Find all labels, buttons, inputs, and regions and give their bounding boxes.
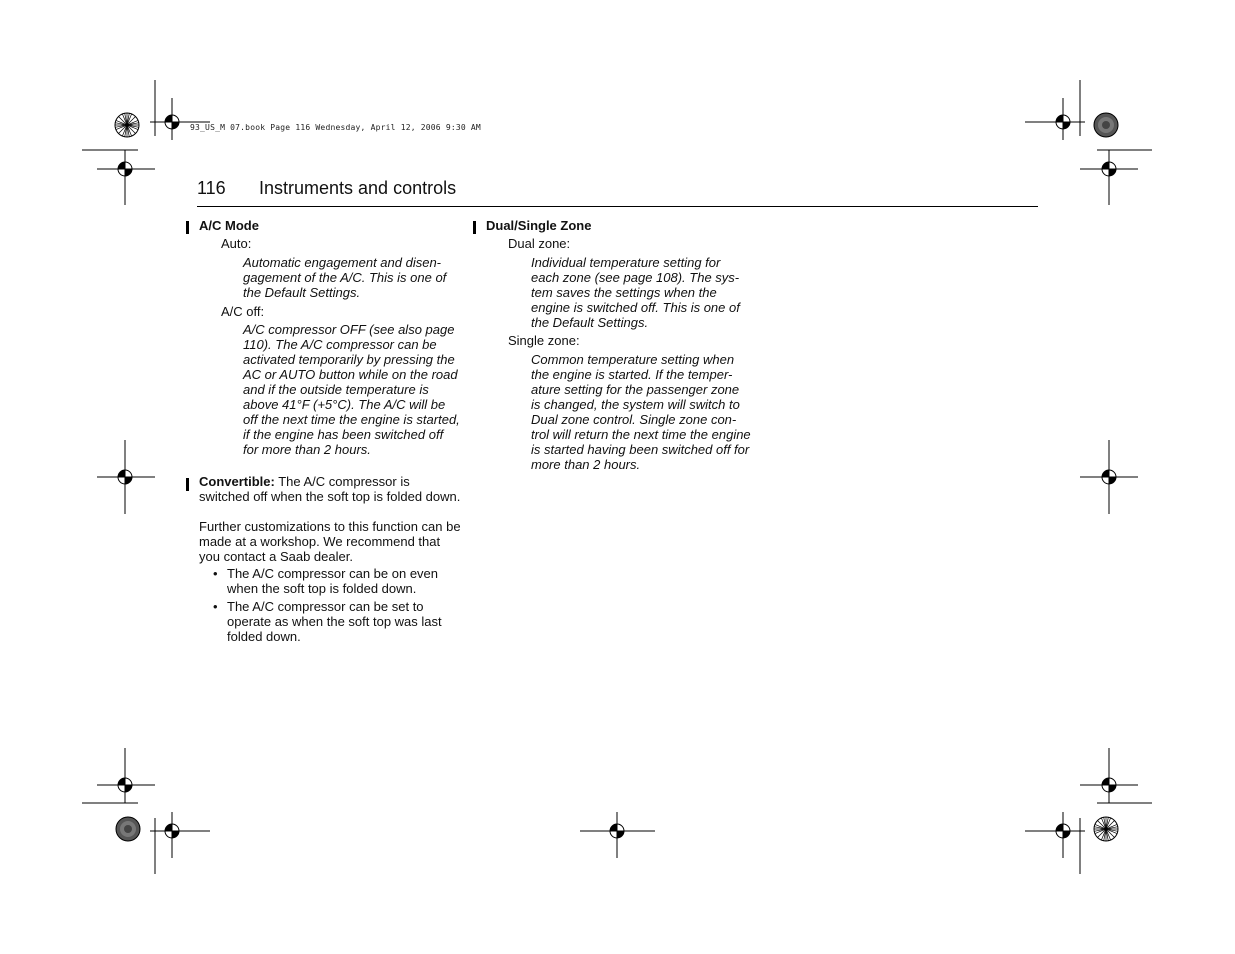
- further-customizations-paragraph: Further customizations to this function can be made at a workshop. We recommend that you contact a Saab dealer.: [199, 519, 461, 564]
- single-zone-description: Common temperature setting when the engine is started. If the temper-ature setting for the passenger zone is changed, the system will switch to Dual zone control. Single zone con-trol will return the next time the engine is started having been switched off for more than 2 hours.: [531, 352, 751, 472]
- dual-zone-description: Individual temperature setting for each zone (see page 108). The sys-tem saves the settings when the engine is switched off. This is one of the Default Settings.: [531, 255, 740, 330]
- page-title: Instruments and controls: [259, 178, 457, 198]
- acoff-description: A/C compressor OFF (see also page 110). The A/C compressor can be activated temporarily by pressing the AC or AUTO button while on the road and if the outside temperature is above 41°F (+5°C). The A/C will be off the next time the engine is started, if the engine has been switched off for more than 2 hours.: [243, 322, 460, 457]
- section-heading-ac-mode: A/C Mode: [199, 218, 259, 233]
- section-heading-dual-single-zone: Dual/Single Zone: [486, 218, 592, 233]
- change-bar: [186, 478, 189, 491]
- print-slug: 93_US_M 07.book Page 116 Wednesday, April 12, 2006 9:30 AM: [190, 123, 481, 132]
- auto-description: Automatic engagement and disen-gagement of the A/C. This is one of the Default Settings.: [243, 255, 447, 300]
- list-item: • The A/C compressor can be set to operate as when the soft top was last folded down.: [213, 599, 461, 644]
- change-bar: [186, 221, 189, 234]
- single-zone-label: Single zone:: [508, 333, 580, 348]
- compressor-option-list: [213, 566, 461, 647]
- auto-label: Auto:: [221, 236, 252, 251]
- change-bar: [473, 221, 476, 234]
- list-item: • The A/C compressor can be on even when the soft top is folded down.: [213, 566, 461, 596]
- dual-zone-label: Dual zone:: [508, 236, 571, 251]
- page-number: 116: [197, 178, 226, 198]
- header-rule: [197, 206, 1038, 207]
- convertible-term: Convertible:: [199, 474, 275, 489]
- convertible-paragraph: [199, 474, 461, 504]
- convertible-text: The A/C compressor is switched off when the soft top is folded down.: [199, 474, 461, 504]
- acoff-label: A/C off:: [221, 304, 265, 319]
